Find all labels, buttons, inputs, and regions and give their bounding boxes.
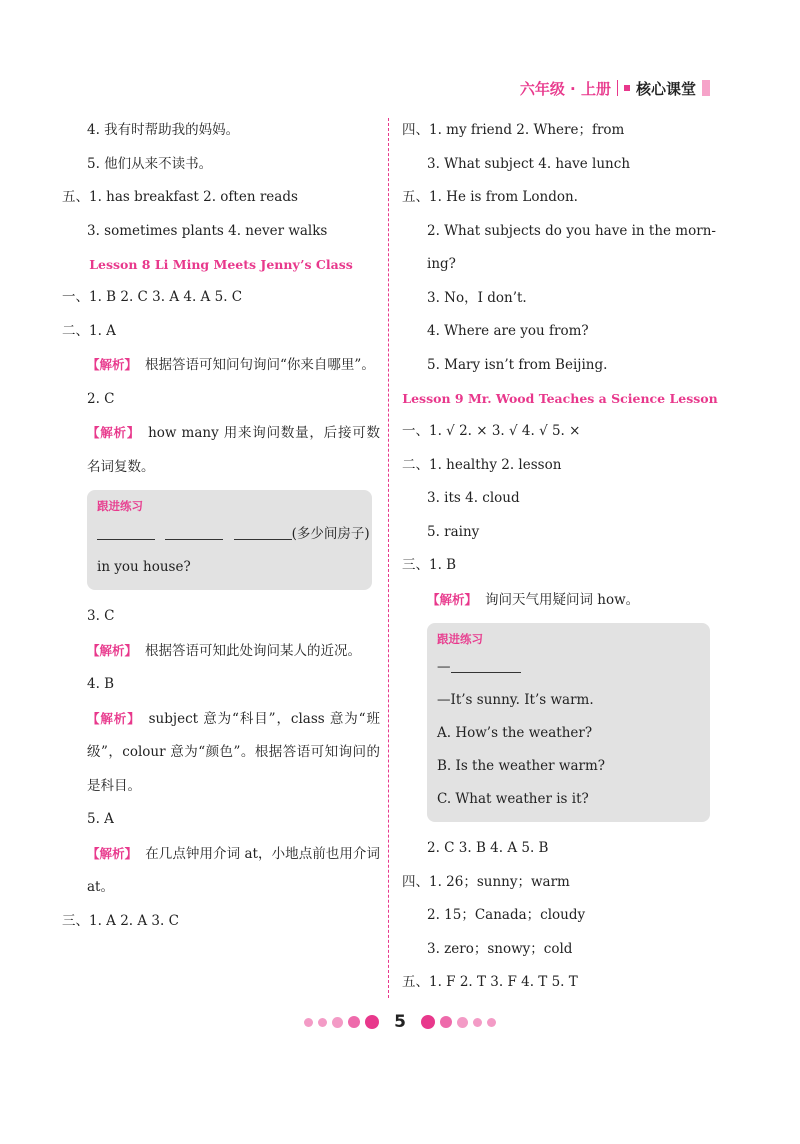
square-icon [624, 85, 630, 91]
answer-line: 5. A [87, 811, 114, 827]
dot-icon [473, 1018, 482, 1027]
answer-line: 4. B [87, 676, 115, 692]
practice-line [97, 518, 370, 551]
answer-blank[interactable] [451, 656, 521, 673]
analysis-text: subject 意为“科目”，class 意为“班级”，colour 意为“颜色”。根据答语可知询问的是科目。 [87, 710, 380, 794]
analysis-tag: 【解析】 [87, 845, 138, 861]
answer-line: 二、1. healthy 2. lesson [402, 456, 562, 473]
answer-line: 2. C [87, 390, 115, 407]
practice-hint: (多少间房子) [291, 526, 370, 542]
analysis-text: 根据答语可知问句询问“你来自哪里”。 [145, 357, 375, 373]
pink-bar-icon [702, 80, 710, 96]
answer-line: 2. 15；Canada；cloudy [427, 907, 586, 923]
answer-line: ing? [427, 256, 456, 272]
answer-line: 3. zero；snowy；cold [427, 940, 573, 957]
page-number: 5 [394, 1012, 406, 1032]
answer-line: 5. 他们从来不读书。 [87, 155, 213, 172]
analysis-text: 询问天气用疑问词 how。 [485, 591, 640, 608]
answer-line: 五、1. He is from London. [402, 189, 578, 205]
grade-label: 六年级 · 上册 [519, 79, 611, 98]
analysis-block [62, 837, 380, 905]
page-header [520, 74, 710, 102]
dot-icon [318, 1018, 327, 1027]
practice-dash: — [437, 659, 451, 675]
dot-icon [457, 1017, 468, 1028]
analysis-text: how many 用来询问数量，后接可数名词复数。 [87, 425, 380, 475]
practice-line [437, 651, 700, 684]
answer-line: 3. What subject 4. have lunch [427, 155, 631, 172]
analysis-tag: 【解析】 [427, 591, 478, 607]
dot-icon [332, 1017, 343, 1028]
analysis-block [62, 702, 380, 804]
answer-line: 3. No，I don’t. [427, 289, 527, 306]
practice-line: —It’s sunny. It’s warm. [437, 692, 594, 708]
column-divider [388, 118, 389, 998]
answer-line: 一、1. B 2. C 3. A 4. A 5. C [62, 289, 243, 305]
answer-line: 2. C 3. B 4. A 5. B [427, 840, 549, 856]
practice-option: A. How’s the weather? [437, 725, 593, 741]
dot-icon [348, 1016, 360, 1028]
dot-icon [487, 1018, 496, 1027]
practice-title: 跟进练习 [437, 632, 483, 646]
practice-option: B. Is the weather warm? [437, 758, 605, 774]
practice-box [87, 490, 372, 590]
answer-line: 四、1. 26；sunny；warm [402, 873, 570, 890]
answer-line: 三、1. A 2. A 3. C [62, 912, 179, 929]
analysis-tag: 【解析】 [87, 357, 138, 372]
left-column [62, 114, 380, 938]
practice-line: in you house? [97, 559, 191, 575]
analysis-block [62, 348, 380, 383]
answer-line: 二、1. A [62, 322, 116, 339]
answer-blank[interactable] [234, 523, 292, 540]
practice-title: 跟进练习 [97, 499, 143, 513]
analysis-block [402, 583, 718, 618]
answer-line: 2. What subjects do you have in the morn- [427, 222, 716, 239]
practice-option: C. What weather is it? [437, 791, 589, 807]
analysis-text: 根据答语可知此处询问某人的近况。 [145, 642, 362, 659]
answer-line: 4. 我有时帮助我的妈妈。 [87, 122, 240, 138]
analysis-text: 在几点钟用介词 at，小地点前也用介词 at。 [87, 845, 380, 895]
analysis-tag: 【解析】 [87, 425, 141, 440]
analysis-tag: 【解析】 [87, 710, 141, 726]
answer-line: 5. Mary isn’t from Beijing. [427, 356, 608, 373]
analysis-block [62, 634, 380, 669]
answer-line: 3. sometimes plants 4. never walks [87, 222, 328, 239]
answer-blank[interactable] [97, 523, 155, 540]
lesson-8-heading: Lesson 8 Li Ming Meets Jenny’s Class [89, 257, 353, 272]
answer-line: 四、1. my friend 2. Where；from [402, 122, 625, 138]
right-column [402, 114, 718, 1000]
dot-icon [440, 1016, 452, 1028]
answer-line: 3. C [87, 608, 115, 624]
dot-icon [304, 1018, 313, 1027]
answer-line: 3. its 4. cloud [427, 490, 520, 506]
page-footer [0, 1010, 800, 1034]
answer-line: 五、1. F 2. T 3. F 4. T 5. T [402, 974, 578, 990]
lesson-9-heading: Lesson 9 Mr. Wood Teaches a Science Lesson [402, 391, 718, 406]
dot-icon [365, 1015, 379, 1029]
answer-line: 4. Where are you from? [427, 323, 589, 339]
analysis-tag: 【解析】 [87, 642, 138, 658]
dot-icon [421, 1015, 435, 1029]
answer-blank[interactable] [165, 523, 223, 540]
answer-line: 一、1. √ 2. × 3. √ 4. √ 5. × [402, 423, 581, 439]
practice-box [427, 623, 710, 822]
answer-line: 5. rainy [427, 523, 480, 540]
header-separator [617, 80, 618, 96]
answer-line: 三、1. B [402, 557, 457, 573]
answer-line: 五、1. has breakfast 2. often reads [62, 189, 298, 205]
analysis-block [62, 416, 380, 484]
brand-title: 核心课堂 [635, 79, 696, 98]
